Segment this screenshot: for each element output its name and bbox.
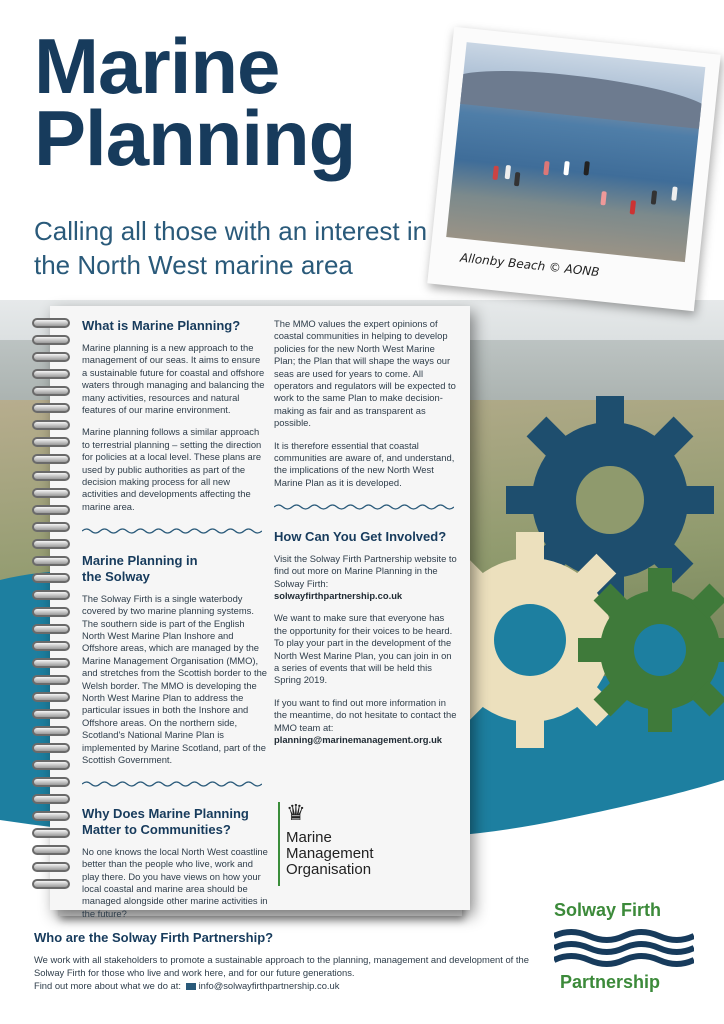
spiral-ring: [32, 828, 70, 838]
paragraph: The Solway Firth is a single waterbody covered by two marine planning systems. The southern side is part of the English North West Marine Plan Inshore and Offshore areas, which are managed by the Marine Management Organisation (MMO), and stretches from the Scottish border to the Welsh border. The MMO is developing the North West Marine Plan to address the particular issues in both the Inshore and Offshore areas. On the northern side, Scotland's National Marine Plan is implemented by Marine Scotland, part of the Scottish Government.: [82, 592, 267, 765]
section-heading-solway: Marine Planning in the Solway: [82, 552, 198, 584]
paragraph: Marine planning follows a similar approach to terrestrial planning – setting the direction for policies at a local level. These plans are used by public authorities as part of the decision making process for all new activities and developments affecting the marine area.: [82, 426, 262, 512]
spiral-ring: [32, 641, 70, 651]
spiral-ring: [32, 437, 70, 447]
spiral-ring: [32, 811, 70, 821]
paragraph: We want to make sure that everyone has the opportunity for their voices to be heard. To play your part in the development of the North West Marine Plan, you can join in on a series of events that will be held this Spring 2019.: [274, 612, 453, 686]
spiral-ring: [32, 488, 70, 498]
spiral-ring: [32, 709, 70, 719]
spiral-ring: [32, 539, 70, 549]
spiral-ring: [32, 794, 70, 804]
spiral-ring: [32, 777, 70, 787]
spiral-ring: [32, 386, 70, 396]
paragraph: Marine planning is a new approach to the management of our seas. It aims to ensure a sustainable future for coastal and offshore waters through managing and balancing the many activities, resources and natural features of our marine environment.: [82, 342, 265, 416]
spiral-ring: [32, 454, 70, 464]
paragraph: Visit the Solway Firth Partnership website to find out more on Marine Planning in the Solway Firth: solwayfirthpartnership.co.uk: [274, 552, 457, 601]
spiral-ring: [32, 675, 70, 685]
paragraph: No one knows the local North West coastline better than the people who live, work and play there. Do you have views on how your local coastal and marine area should be managed alongside other marine activities in the future?: [82, 845, 268, 919]
royal-crest-icon: ♛: [286, 800, 306, 825]
paragraph: It is therefore essential that coastal communities are aware of, and understand, the implications of the new North West Marine Plan as it is developed.: [274, 439, 455, 488]
spiral-ring: [32, 335, 70, 345]
spiral-ring: [32, 352, 70, 362]
spiral-ring: [32, 505, 70, 515]
notebook-spiral: [32, 318, 72, 898]
wave-divider: [274, 503, 454, 511]
beach-photo: [427, 27, 721, 312]
page-title: Marine Planning: [34, 22, 356, 182]
right-column: [274, 318, 458, 756]
spiral-ring: [32, 573, 70, 583]
spiral-ring: [32, 760, 70, 770]
left-column: [82, 318, 268, 930]
sfp-logo-top: Solway Firth: [554, 900, 662, 920]
paragraph: If you want to find out more information in the meantime, do not hesitate to contact the MMO team at: planning@marinemanagement.org.uk: [274, 696, 457, 745]
spiral-ring: [32, 726, 70, 736]
spiral-ring: [32, 658, 70, 668]
spiral-ring: [32, 607, 70, 617]
footer-text: We work with all stakeholders to promote a sustainable approach to the planning, management and development of the Solway Firth for those who live and work here, and for our future generations. Find out more about what we do at: info@solwayfirthpartnership.co.uk: [34, 954, 529, 991]
waves-icon: [554, 928, 694, 968]
sfp-logo-bottom: Partnership: [560, 972, 661, 992]
spiral-ring: [32, 420, 70, 430]
website-link[interactable]: solwayfirthpartnership.co.uk: [274, 589, 403, 601]
spiral-ring: [32, 556, 70, 566]
spiral-ring: [32, 522, 70, 532]
spiral-ring: [32, 692, 70, 702]
page-subtitle: Calling all those with an interest in the North West marine area: [34, 216, 428, 280]
spiral-ring: [32, 879, 70, 889]
wave-divider: [82, 527, 262, 535]
section-heading-get-involved: How Can You Get Involved?: [274, 528, 447, 544]
spiral-ring: [32, 403, 70, 413]
wave-divider: [82, 780, 262, 788]
spiral-ring: [32, 590, 70, 600]
spiral-ring: [32, 624, 70, 634]
spiral-ring: [32, 318, 70, 328]
footer-email-link[interactable]: info@solwayfirthpartnership.co.uk: [198, 980, 340, 991]
sfp-logo: [548, 900, 708, 1000]
gears-graphic: [440, 360, 724, 780]
spiral-ring: [32, 471, 70, 481]
mmo-logo-text: Marine Management Organisation: [286, 829, 374, 878]
spiral-ring: [32, 369, 70, 379]
section-heading-what-is: What is Marine Planning?: [82, 318, 241, 333]
paragraph: The MMO values the expert opinions of coastal communities in helping to develop policies for the new North West Marine Plan; the Plan that will shape the ways our seas are used for years to come. All operators and regulators will be expected to work to the same Plan to make decision-making as fair and as transparent as possible.: [274, 318, 456, 429]
mmo-logo: [278, 800, 428, 890]
envelope-icon: [186, 983, 196, 990]
footer-heading: Who are the Solway Firth Partnership?: [34, 930, 274, 945]
spiral-ring: [32, 862, 70, 872]
spiral-ring: [32, 845, 70, 855]
photo-caption: Allonby Beach © AONB: [459, 250, 601, 280]
section-heading-communities: Why Does Marine Planning Matter to Communities?: [82, 805, 249, 837]
email-link[interactable]: planning@marinemanagement.org.uk: [274, 733, 443, 745]
beach-photo-image: [446, 42, 705, 262]
footer: [34, 930, 534, 992]
spiral-ring: [32, 743, 70, 753]
